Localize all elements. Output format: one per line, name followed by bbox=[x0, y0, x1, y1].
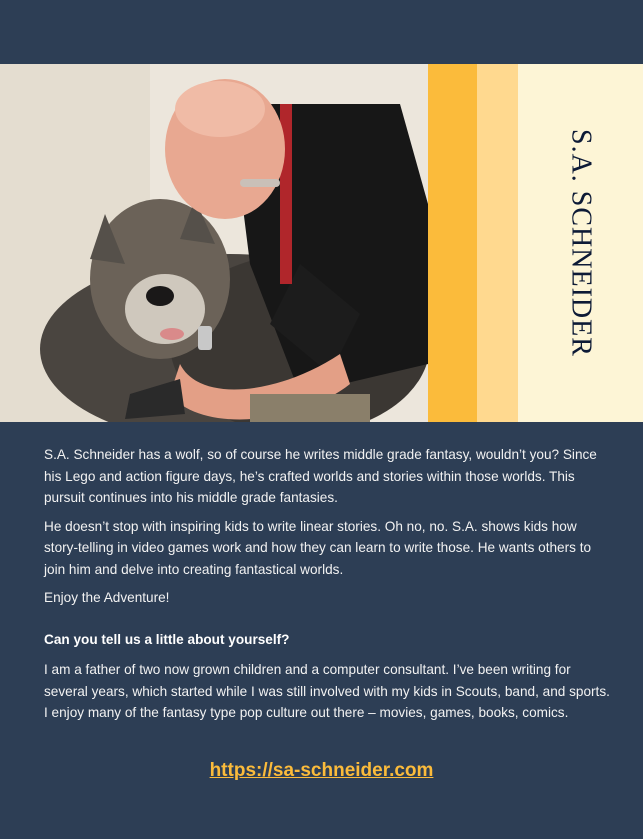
author-photo bbox=[0, 64, 428, 422]
website-link-container bbox=[0, 760, 643, 782]
accent-stripe-orange bbox=[428, 64, 477, 422]
author-name-title-container bbox=[518, 64, 643, 422]
website-link[interactable]: https://sa-schneider.com bbox=[209, 760, 434, 781]
bio-section bbox=[44, 444, 610, 731]
intro-paragraph-2: He doesn’t stop with inspiring kids to write linear stories. Oh no, no. S.A. shows kids how story-telling in video games work and how they can learn to write those. He wants others to join him and delve into creating fantastical worlds. bbox=[44, 518, 592, 577]
intro-paragraph-1: S.A. Schneider has a wolf, so of course he writes middle grade fantasy, wouldn’t you? Since his Lego and action figure days, he’s crafted worlds and stories within those worlds. This pursuit continues into his middle grade fantasies. bbox=[44, 447, 597, 505]
interview-answer: I am a father of two now grown children and a computer consultant. I’ve been writing for several years, which started while I was still involved with my kids in Scouts, band, and sports. I enjoy many of the fantasy type pop culture out there – movies, games, books, comics. bbox=[44, 662, 610, 720]
interview-question: Can you tell us a little about yourself? bbox=[44, 631, 290, 647]
intro-paragraph-3: Enjoy the Adventure! bbox=[44, 590, 170, 605]
accent-stripe-light-orange bbox=[477, 64, 518, 422]
author-name-title: S.A. SCHNEIDER bbox=[565, 129, 597, 357]
author-with-wolf-image bbox=[0, 64, 428, 422]
